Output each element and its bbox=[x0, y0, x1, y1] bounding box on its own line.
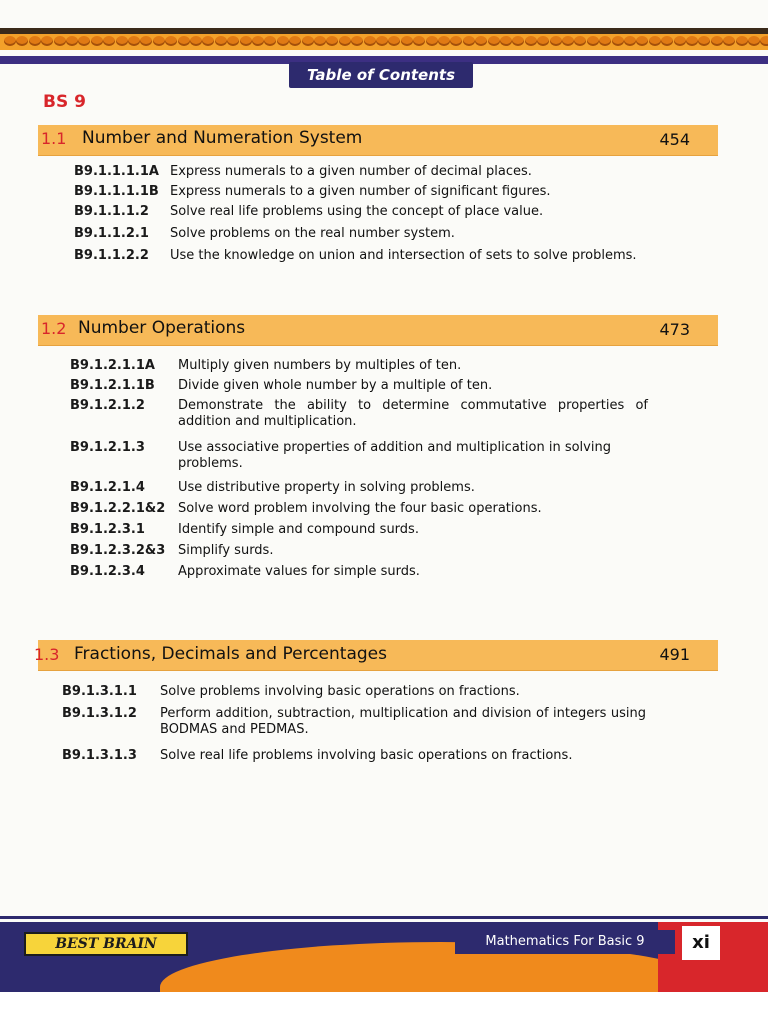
bead-decoration bbox=[29, 36, 41, 46]
entry-description: Use the knowledge on union and intersection of sets to solve problems. bbox=[170, 248, 637, 263]
entry-code: B9.1.3.1.2 bbox=[62, 706, 137, 721]
publisher-logo: BEST BRAIN bbox=[24, 932, 188, 956]
bead-decoration bbox=[376, 36, 388, 46]
top-dark-edge bbox=[0, 28, 768, 34]
entry-code: B9.1.3.1.1 bbox=[62, 684, 137, 699]
entry-description: Use distributive property in solving problems. bbox=[178, 480, 475, 495]
entry-description: Solve problems involving basic operations on fractions. bbox=[160, 684, 520, 699]
bead-decoration bbox=[711, 36, 723, 46]
list-item bbox=[74, 248, 694, 270]
bead-decoration bbox=[562, 36, 574, 46]
bead-decoration bbox=[339, 36, 351, 46]
entry-description: Express numerals to a given number of decimal places. bbox=[170, 164, 532, 179]
list-item bbox=[70, 378, 690, 398]
section-number: 1.3 bbox=[34, 645, 60, 664]
bead-decoration bbox=[364, 36, 376, 46]
bead-decoration bbox=[649, 36, 661, 46]
bead-decoration bbox=[66, 36, 78, 46]
section-header-1-3 bbox=[34, 640, 718, 671]
list-item bbox=[70, 480, 690, 501]
bead-decoration bbox=[54, 36, 66, 46]
entry-code: B9.1.2.1.4 bbox=[70, 480, 145, 495]
list-item bbox=[70, 543, 690, 564]
entry-code: B9.1.2.1.1B bbox=[70, 378, 155, 393]
entry-code: B9.1.1.1.2 bbox=[74, 204, 149, 219]
list-item bbox=[70, 522, 690, 543]
section-number: 1.2 bbox=[41, 319, 67, 338]
bead-decoration bbox=[438, 36, 450, 46]
section-number: 1.1 bbox=[41, 129, 67, 148]
entry-code: B9.1.2.2.1&2 bbox=[70, 501, 166, 516]
section-title: Number and Numeration System bbox=[82, 128, 363, 148]
list-item bbox=[70, 358, 690, 378]
bead-decoration bbox=[525, 36, 537, 46]
footer-divider bbox=[0, 916, 768, 919]
list-item bbox=[62, 684, 682, 706]
list-item bbox=[70, 398, 690, 440]
bead-decoration bbox=[4, 36, 16, 46]
bead-decoration bbox=[128, 36, 140, 46]
bead-decoration bbox=[277, 36, 289, 46]
entry-code: B9.1.1.2.1 bbox=[74, 226, 149, 241]
bead-decoration bbox=[463, 36, 475, 46]
entry-description: Solve real life problems involving basic operations on fractions. bbox=[160, 748, 573, 763]
section-header-1-1 bbox=[38, 125, 718, 156]
entry-description: Demonstrate the ability to determine commutative properties of addition and multiplication. bbox=[178, 398, 648, 429]
list-item bbox=[70, 564, 690, 585]
entry-description: Solve word problem involving the four basic operations. bbox=[178, 501, 542, 516]
entry-code: B9.1.2.3.2&3 bbox=[70, 543, 166, 558]
bead-decoration bbox=[314, 36, 326, 46]
entry-code: B9.1.2.3.4 bbox=[70, 564, 145, 579]
section-title: Fractions, Decimals and Percentages bbox=[74, 644, 387, 664]
bead-decoration bbox=[426, 36, 438, 46]
bead-decoration bbox=[401, 36, 413, 46]
bead-decoration bbox=[674, 36, 686, 46]
bead-decoration bbox=[624, 36, 636, 46]
bead-decoration bbox=[488, 36, 500, 46]
bead-decoration bbox=[215, 36, 227, 46]
entry-code: B9.1.2.3.1 bbox=[70, 522, 145, 537]
bead-decoration bbox=[252, 36, 264, 46]
entry-description: Multiply given numbers by multiples of ten. bbox=[178, 358, 462, 373]
bead-decoration bbox=[302, 36, 314, 46]
entry-description: Use associative properties of addition and multiplication in solving problems. bbox=[178, 440, 611, 471]
list-item bbox=[74, 226, 694, 248]
entry-description: Express numerals to a given number of significant figures. bbox=[170, 184, 551, 199]
entry-code: B9.1.3.1.3 bbox=[62, 748, 137, 763]
section-header-1-2 bbox=[38, 315, 718, 346]
entry-code: B9.1.2.1.1A bbox=[70, 358, 155, 373]
toc-title: Table of Contents bbox=[289, 62, 473, 88]
entry-description: Solve real life problems using the concept of place value. bbox=[170, 204, 544, 219]
section-entries-1-1 bbox=[74, 164, 694, 270]
bead-decoration bbox=[760, 36, 768, 46]
bead-decoration bbox=[587, 36, 599, 46]
section-entries-1-2 bbox=[70, 358, 690, 585]
entry-code: B9.1.1.1.1B bbox=[74, 184, 159, 199]
bead-decoration bbox=[116, 36, 128, 46]
bottom-margin bbox=[0, 992, 768, 1024]
list-item bbox=[62, 706, 682, 748]
bead-decoration bbox=[736, 36, 748, 46]
bead-decoration bbox=[91, 36, 103, 46]
bead-decoration bbox=[612, 36, 624, 46]
entry-description: Solve problems on the real number system. bbox=[170, 226, 455, 241]
bead-decoration bbox=[178, 36, 190, 46]
list-item bbox=[70, 440, 690, 480]
entry-description: Divide given whole number by a multiple of ten. bbox=[178, 378, 493, 393]
list-item bbox=[70, 501, 690, 522]
page-number: xi bbox=[682, 926, 720, 960]
bead-decoration bbox=[153, 36, 165, 46]
entry-code: B9.1.2.1.2 bbox=[70, 398, 145, 413]
list-item bbox=[74, 204, 694, 226]
bead-decoration bbox=[686, 36, 698, 46]
bead-decoration bbox=[550, 36, 562, 46]
entry-description: Simplify surds. bbox=[178, 543, 274, 558]
section-entries-1-3 bbox=[62, 684, 682, 770]
list-item bbox=[74, 184, 694, 204]
entry-code: B9.1.2.1.3 bbox=[70, 440, 145, 455]
section-title: Number Operations bbox=[78, 318, 246, 338]
entry-code: B9.1.1.2.2 bbox=[74, 248, 149, 263]
entry-description: Identify simple and compound surds. bbox=[178, 522, 419, 537]
section-page-number: 491 bbox=[659, 645, 690, 664]
entry-description: Perform addition, subtraction, multiplication and division of integers using BODMAS and PEDMAS. bbox=[160, 706, 646, 737]
bead-decoration bbox=[240, 36, 252, 46]
list-item bbox=[74, 164, 694, 184]
bead-decoration bbox=[748, 36, 760, 46]
entry-description: Approximate values for simple surds. bbox=[178, 564, 420, 579]
bead-decoration bbox=[190, 36, 202, 46]
book-title: Mathematics For Basic 9 bbox=[455, 930, 675, 954]
bead-decoration bbox=[500, 36, 512, 46]
section-page-number: 473 bbox=[659, 320, 690, 339]
entry-code: B9.1.1.1.1A bbox=[74, 164, 159, 179]
list-item bbox=[62, 748, 682, 770]
grade-label: BS 9 bbox=[43, 92, 86, 112]
section-page-number: 454 bbox=[659, 130, 690, 149]
